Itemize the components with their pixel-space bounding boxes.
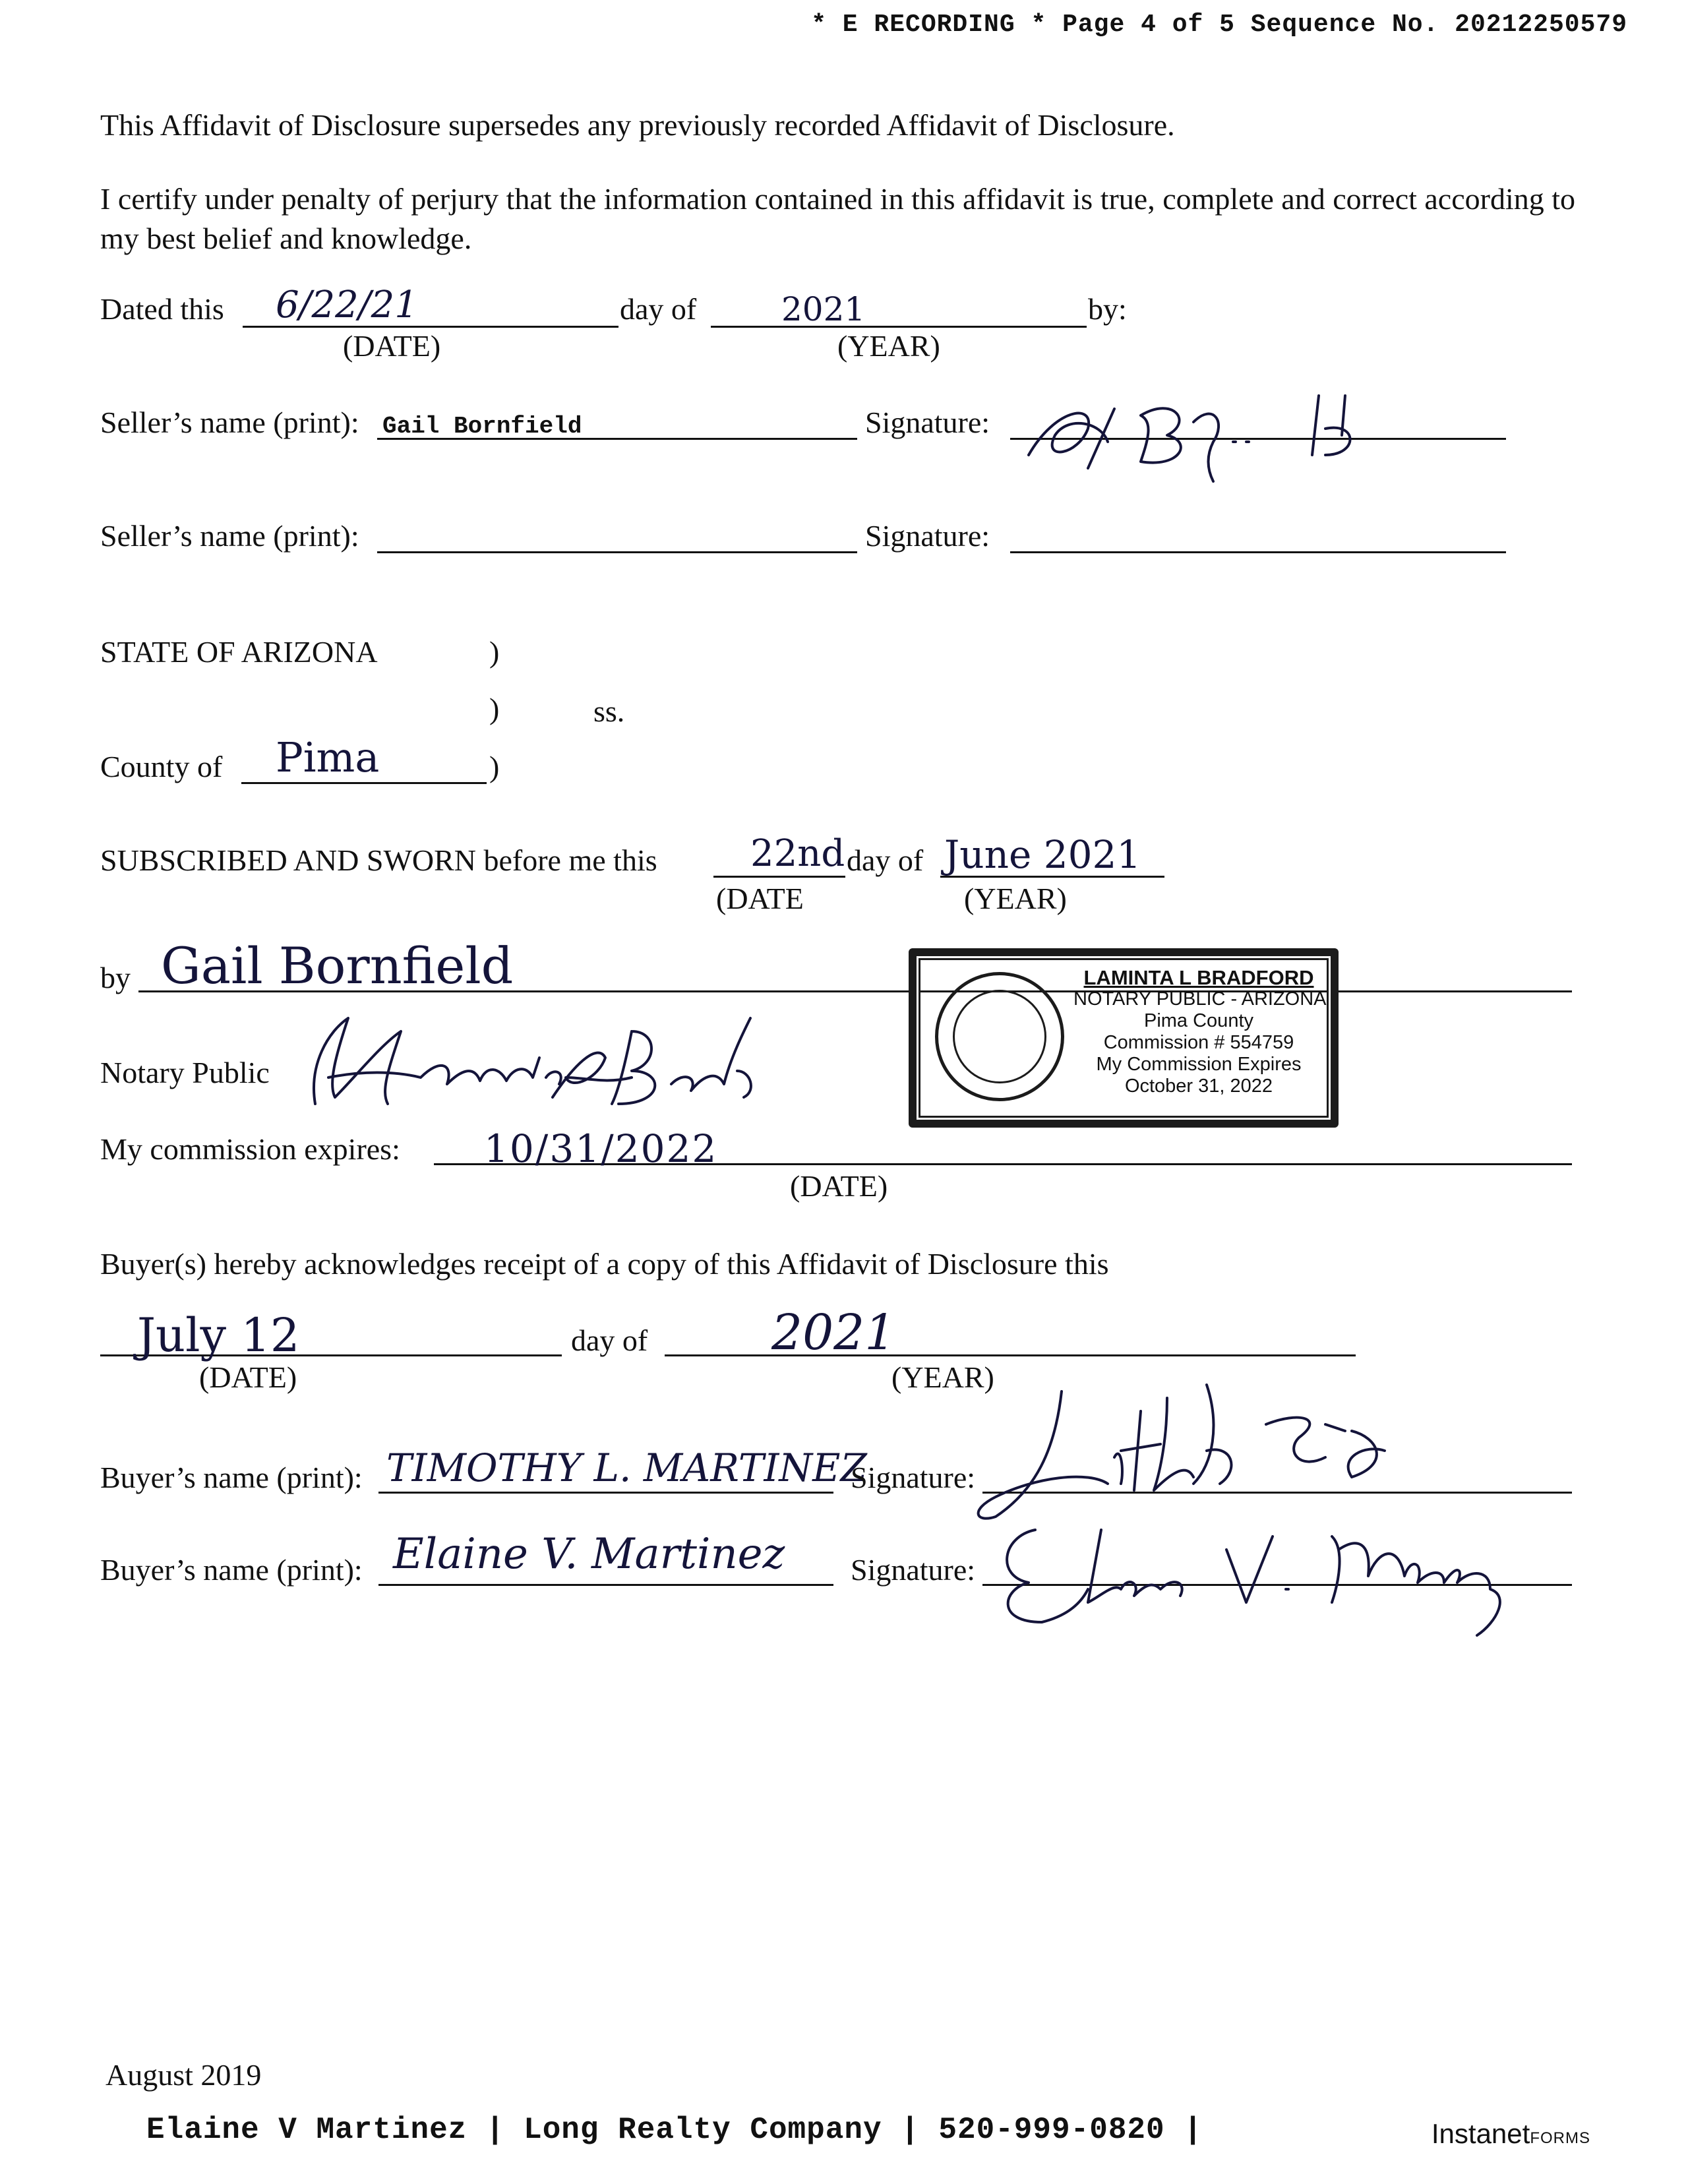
venue-ss: ss. xyxy=(593,694,625,728)
buyer-2-name-line xyxy=(378,1584,833,1586)
buyer-ack-text: Buyer(s) hereby acknowledges receipt of a copy of this Affidavit of Disclosure this xyxy=(100,1247,1109,1281)
buyer-2-signature-mark xyxy=(989,1510,1530,1642)
recording-header: * E RECORDING * Page 4 of 5 Sequence No. 20212250579 xyxy=(811,11,1627,39)
dated-year-caption: (YEAR) xyxy=(837,329,940,363)
dated-year-value: 2021 xyxy=(781,290,866,328)
sworn-year-caption: (YEAR) xyxy=(964,882,1067,915)
sworn-date-value: 22nd xyxy=(750,832,845,875)
dated-date-value: 6/22/21 xyxy=(276,284,418,326)
buyer-ack-date-value: July 12 xyxy=(137,1308,300,1362)
notary-signature-mark xyxy=(289,1005,764,1117)
sworn-by-value: Gail Bornfield xyxy=(161,936,514,995)
venue-paren-1: ) xyxy=(489,635,500,669)
arizona-seal-icon xyxy=(935,972,1064,1101)
buyer-ack-year-caption: (YEAR) xyxy=(891,1360,994,1394)
commission-value: 10/31/2022 xyxy=(484,1126,718,1171)
certify-statement: I certify under penalty of perjury that the information contained in this affidavit is true, complete and correct according to my best belief and knowledge. xyxy=(100,182,1576,255)
supersedes-statement: This Affidavit of Disclosure supersedes any previously recorded Affidavit of Disclosure. xyxy=(100,108,1175,142)
sworn-label: SUBSCRIBED AND SWORN before me this xyxy=(100,843,657,877)
seller-2-signature-line xyxy=(1010,551,1506,553)
venue-paren-3: ) xyxy=(489,750,500,783)
seal-county: Pima County xyxy=(1143,1010,1253,1031)
dated-date-caption: (DATE) xyxy=(343,329,441,363)
logo-main-text: Instanet xyxy=(1431,2118,1530,2149)
dated-by-label: by: xyxy=(1088,292,1127,326)
seal-expires-label: My Commission Expires xyxy=(1096,1054,1302,1075)
seller-1-label: Seller’s name (print): xyxy=(100,406,359,439)
venue-paren-2: ) xyxy=(489,692,500,725)
buyer-1-signature-label: Signature: xyxy=(851,1461,976,1494)
state-label: STATE OF ARIZONA xyxy=(100,635,378,669)
seller-2-signature-label: Signature: xyxy=(865,519,990,553)
buyer-ack-year-value: 2021 xyxy=(771,1304,896,1361)
instanet-forms-logo xyxy=(1432,2118,1590,2150)
seller-1-signature-label: Signature: xyxy=(865,406,990,439)
buyer-1-label: Buyer’s name (print): xyxy=(100,1461,363,1494)
commission-label: My commission expires: xyxy=(100,1132,400,1166)
buyer-2-signature-label: Signature: xyxy=(851,1553,976,1587)
sworn-date-caption: (DATE xyxy=(716,882,804,915)
buyer-1-name: TIMOTHY L. MARTINEZ xyxy=(386,1445,867,1490)
buyer-1-signature-mark xyxy=(956,1372,1418,1530)
dated-year-line xyxy=(711,326,1087,328)
county-label: County of xyxy=(100,750,223,783)
dated-label: Dated this xyxy=(100,292,224,326)
seal-notary-title: NOTARY PUBLIC - ARIZONA xyxy=(1073,988,1327,1010)
county-value: Pima xyxy=(276,733,380,781)
seal-commission-number: Commission # 554759 xyxy=(1103,1032,1294,1053)
logo-small-text: FORMS xyxy=(1530,2129,1590,2147)
sworn-date-line xyxy=(713,876,845,878)
seller-2-label: Seller’s name (print): xyxy=(100,519,359,553)
agent-footer-line: Elaine V Martinez | Long Realty Company | 520-999-0820 | xyxy=(146,2113,1203,2147)
seal-expires-date: October 31, 2022 xyxy=(1124,1076,1273,1097)
buyer-ack-year-line xyxy=(665,1354,1356,1356)
buyer-ack-day-of-label: day of xyxy=(571,1323,648,1357)
county-line xyxy=(241,782,487,784)
buyer-1-name-line xyxy=(378,1492,833,1494)
buyer-ack-date-caption: (DATE) xyxy=(199,1360,297,1394)
seller-2-name-line xyxy=(377,551,857,553)
buyer-2-name: Elaine V. Martinez xyxy=(393,1530,785,1579)
seal-notary-name: LAMINTA L BRADFORD xyxy=(1083,966,1314,989)
seller-1-signature-mark xyxy=(1015,382,1385,481)
sworn-day-of-label: day of xyxy=(847,843,924,877)
notary-seal xyxy=(909,948,1339,1128)
dated-day-of-label: day of xyxy=(620,292,697,326)
sworn-month-year-value: June 2021 xyxy=(944,832,1141,877)
notary-label: Notary Public xyxy=(100,1056,270,1089)
seller-1-name: Gail Bornfield xyxy=(382,413,582,440)
sworn-by-label: by xyxy=(100,961,131,994)
buyer-2-label: Buyer’s name (print): xyxy=(100,1553,363,1587)
form-date: August 2019 xyxy=(106,2058,262,2092)
commission-caption: (DATE) xyxy=(790,1169,888,1203)
